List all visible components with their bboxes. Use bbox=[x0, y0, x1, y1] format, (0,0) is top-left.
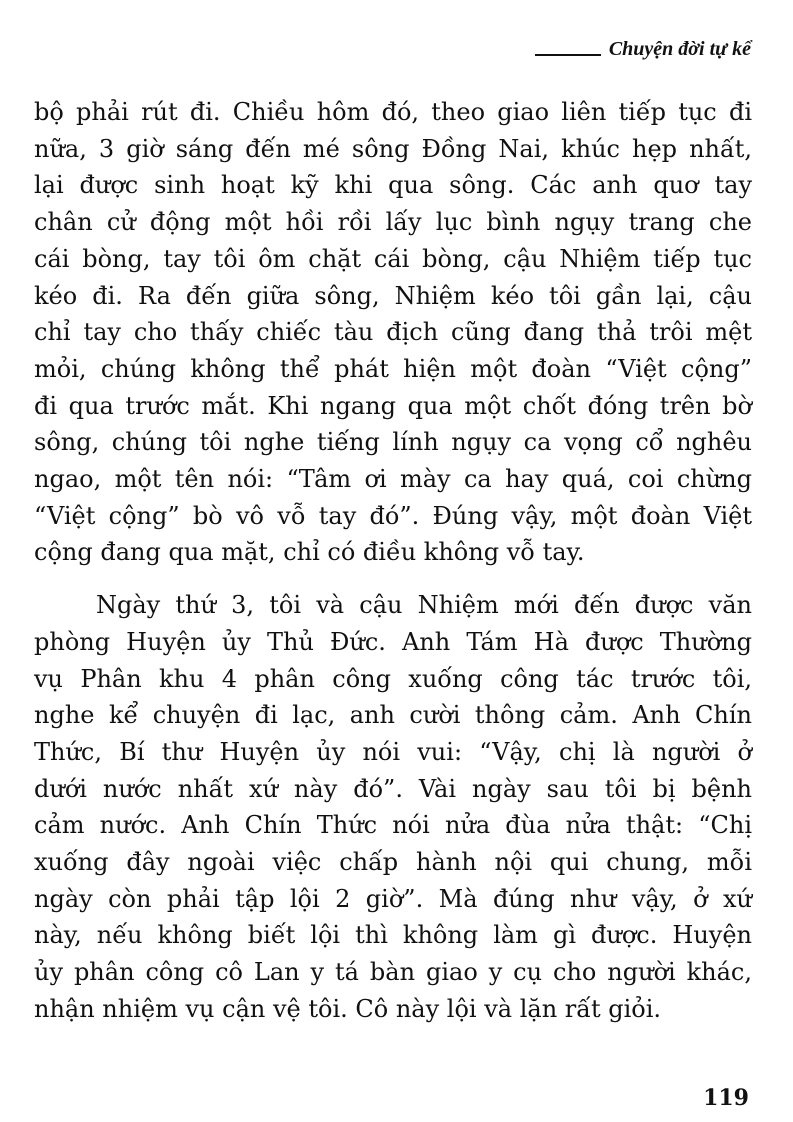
text-line: chân cử động một hồi rồi lấy lục bình ngụy trang che bbox=[34, 208, 752, 237]
paragraph-2 bbox=[34, 587, 752, 1027]
header-title: Chuyện đời tự kể bbox=[608, 38, 751, 60]
text-line: cảm nước. Anh Chín Thức nói nửa đùa nửa thật: “Chị bbox=[34, 811, 752, 840]
text-line: Thức, Bí thư Huyện ủy nói vui: “Vậy, chị là người ở bbox=[34, 737, 752, 766]
text-line: cái bòng, tay tôi ôm chặt cái bòng, cậu Nhiệm tiếp tục bbox=[34, 244, 752, 273]
text-line: đi qua trước mắt. Khi ngang qua một chốt đóng trên bờ bbox=[34, 391, 752, 420]
text-line: sông, chúng tôi nghe tiếng lính ngụy ca vọng cổ nghêu bbox=[34, 428, 752, 457]
text-line: nghe kể chuyện đi lạc, anh cười thông cảm. Anh Chín bbox=[34, 701, 752, 730]
text-line: lại được sinh hoạt kỹ khi qua sông. Các anh quơ tay bbox=[34, 171, 752, 200]
text-line: kéo đi. Ra đến giữa sông, Nhiệm kéo tôi gần lại, cậu bbox=[34, 281, 752, 310]
text-line: Ngày thứ 3, tôi và cậu Nhiệm mới đến được văn bbox=[96, 591, 752, 620]
text-line: cộng đang qua mặt, chỉ có điều không vỗ tay. bbox=[34, 538, 585, 567]
text-line: “Việt cộng” bò vô vỗ tay đó”. Đúng vậy, một đoàn Việt bbox=[34, 501, 752, 530]
text-line: bộ phải rút đi. Chiều hôm đó, theo giao liên tiếp tục đi bbox=[34, 98, 752, 126]
text-line: ngày còn phải tập lội 2 giờ”. Mà đúng như vậy, ở xứ bbox=[34, 884, 752, 913]
text-line: vụ Phân khu 4 phân công xuống công tác trước tôi, bbox=[34, 664, 752, 693]
running-header bbox=[535, 38, 751, 61]
text-line: ngao, một tên nói: “Tâm ơi mày ca hay quá, coi chừng bbox=[34, 465, 752, 494]
text-line: xuống đây ngoài việc chấp hành nội qui chung, mỗi bbox=[34, 848, 752, 877]
text-line: dưới nước nhất xứ này đó”. Vài ngày sau tôi bị bệnh bbox=[34, 774, 752, 803]
header-rule bbox=[535, 54, 601, 56]
page-number: 119 bbox=[703, 1085, 749, 1111]
text-line: phòng Huyện ủy Thủ Đức. Anh Tám Hà được Thường bbox=[34, 627, 752, 656]
text-line: này, nếu không biết lội thì không làm gì được. Huyện bbox=[34, 921, 752, 950]
text-line: ủy phân công cô Lan y tá bàn giao y cụ cho người khác, bbox=[34, 958, 752, 987]
text-line: nhận nhiệm vụ cận vệ tôi. Cô này lội và lặn rất giỏi. bbox=[34, 994, 662, 1023]
text-line: nữa, 3 giờ sáng đến mé sông Đồng Nai, khúc hẹp nhất, bbox=[34, 134, 752, 163]
text-line: mỏi, chúng không thể phát hiện một đoàn “Việt cộng” bbox=[34, 354, 752, 383]
paragraph-1 bbox=[34, 94, 752, 571]
text-line: chỉ tay cho thấy chiếc tàu địch cũng đang thả trôi mệt bbox=[34, 318, 752, 347]
page-body bbox=[34, 94, 752, 1028]
